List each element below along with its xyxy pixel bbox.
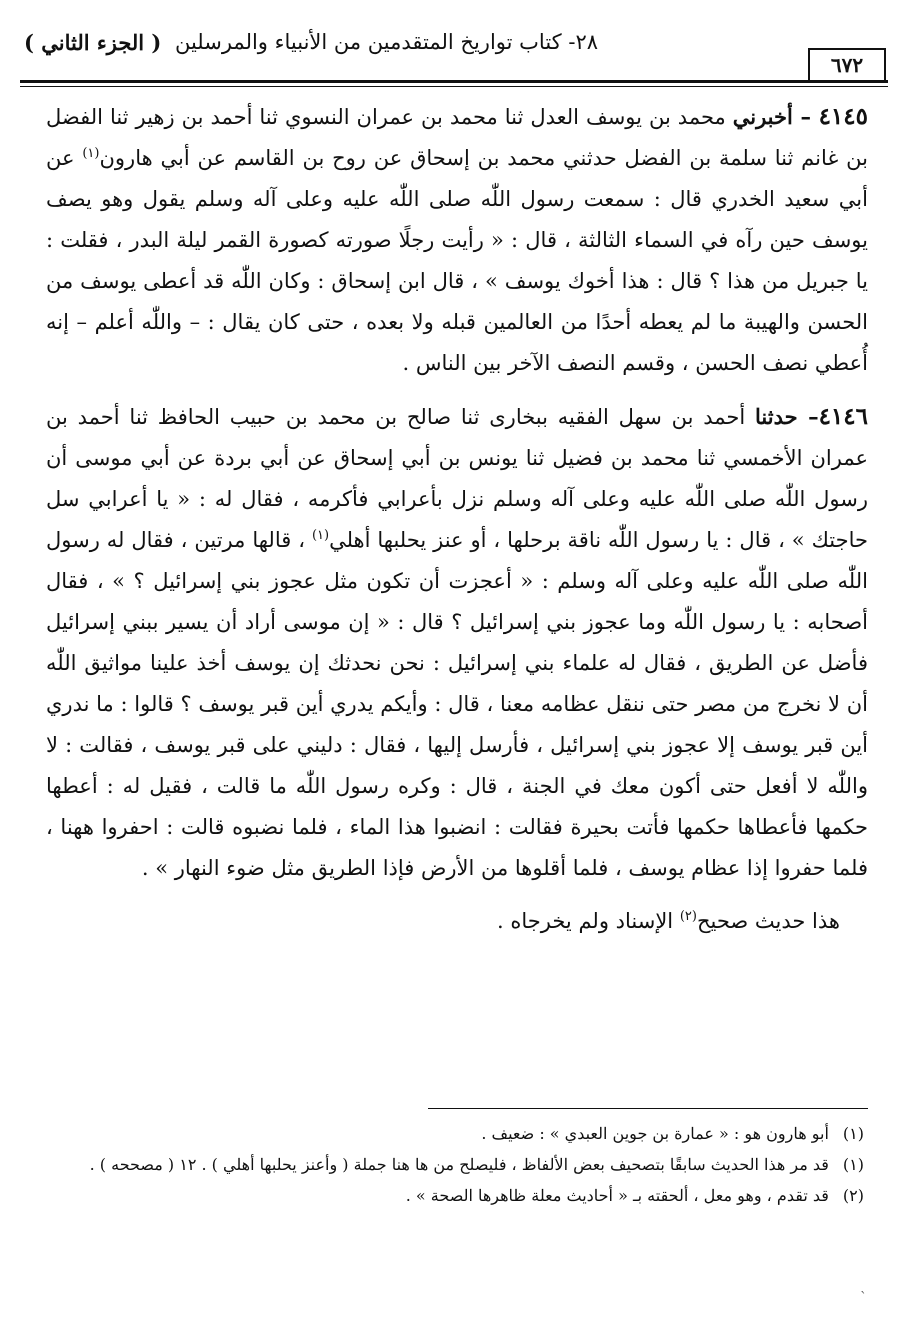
footnote-mark: (٢) bbox=[842, 1186, 864, 1205]
hadith-text: عن أبي سعيد الخدري قال : سمعت رسول اللّٰه صلى اللّٰه عليه وعلى آله وسلم يقول وهو يصف يوسف حين رآه في السماء الثالثة ، قال : « رأيت رجلًا صورته كصورة القمر ليلة البدر ، فقلت : يا جبريل من هذا ؟ قال : هذا أخوك يوسف » ، قال ابن إسحاق : وكان اللّٰه قد أعطى يوسف من الحسن والهيبة ما لم يعطه أحدًا من العالمين قبله ولا بعده ، حتى كان يقال : – واللّٰه أعلم – إنه أُعطي نصف الحسن ، وقسم النصف الآخر بين الناس . bbox=[46, 146, 868, 375]
footnote-text: قد تقدم ، وهو معل ، ألحقته بـ « أحاديث معلة ظاهرها الصحة » . bbox=[405, 1186, 829, 1205]
hadith-lead-word: أخبرني bbox=[732, 104, 793, 129]
hadith-text: ، قالها مرتين ، فقال له رسول اللّٰه صلى اللّٰه عليه وعلى آله وسلم : « أعجزت أن تكون مثل عجوز بني إسرائيل ؟ » ، فقال أصحابه : يا رسول اللّٰه وما عجوز بني إسرائيل ؟ قال : « إن موسى أراد أن يسير ببني إسرائيل فأضل عن الطريق ، فقال له علماء بني إسرائيل : نحن نحدثك إن يوسف أخذ علينا مواثيق اللّٰه أن لا نخرج من مصر حتى ننقل عظامه معنا ، قال : وأيكم يدري أين قبر يوسف ؟ قالوا : ما ندري أين قبر يوسف إلا عجوز بني إسرائيل ، فأرسل إليها ، فقال : دليني على قبر يوسف ، فقالت : لا واللّٰه لا أفعل حتى أكون معك في الجنة ، قال : وكره رسول اللّٰه ما قالت ، فقيل له : أعطها حكمها فأعطاها حكمها فأتت بحيرة فقالت : انضبوا هذا الماء ، فلما نضبوه قالت : احفروا ههنا ، فلما حفروا إذا عظام يوسف ، فلما أقلوها من الأرض فإذا الطريق مثل ضوء النهار » . bbox=[46, 528, 868, 880]
footnote-ref: (١) bbox=[311, 528, 330, 543]
book-title: ٢٨- كتاب تواريخ المتقدمين من الأنبياء والمرسلين bbox=[174, 30, 598, 54]
footnote-text: قد مر هذا الحديث سابقًا بتصحيف بعض الألفاظ ، فليصلح من ها هنا جملة ( وأعنز يحلبها أهلي ) . ١٢ ( مصححه ) . bbox=[89, 1155, 829, 1174]
footnote bbox=[46, 1180, 864, 1211]
page-number: ٦٧٢ bbox=[808, 48, 886, 80]
main-text bbox=[46, 96, 868, 942]
verdict-line bbox=[46, 901, 868, 942]
footnote-mark: (١) bbox=[842, 1155, 864, 1174]
scan-mark: ˋ bbox=[860, 1290, 867, 1306]
footnote-divider bbox=[428, 1108, 868, 1109]
footnote-mark: (١) bbox=[842, 1124, 864, 1143]
hadith-text: محمد بن يوسف العدل ثنا محمد بن عمران النسوي ثنا أحمد بن زهير ثنا الفضل بن غانم ثنا سلمة بن الفضل حدثني محمد بن إسحاق عن روح بن القاسم عن أبي هارون bbox=[46, 105, 868, 170]
hadith-paragraph bbox=[46, 96, 868, 384]
footnote bbox=[46, 1118, 864, 1149]
hadith-number: ٤١٤٥ bbox=[818, 103, 868, 130]
part-label: ( الجزء الثاني ) bbox=[24, 30, 162, 55]
verdict-text: الإسناد ولم يخرجاه . bbox=[497, 909, 680, 933]
footnote bbox=[46, 1149, 864, 1180]
page-header bbox=[20, 24, 888, 76]
hadith-paragraph bbox=[46, 396, 868, 889]
hadith-text: أحمد بن سهل الفقيه ببخارى ثنا صالح بن محمد بن حبيب الحافظ ثنا أحمد بن عمران الأخمسي ثنا محمد بن فضيل ثنا يونس بن أبي إسحاق عن أبي بردة عن أبي موسى أن رسول اللّٰه صلى اللّٰه عليه وعلى آله وسلم نزل بأعرابي فأكرمه ، فقال له : « يا أعرابي سل حاجتك » ، قال : يا رسول اللّٰه ناقة برحلها ، أو عنز يحلبها أهلي bbox=[46, 405, 868, 552]
header-rule-thick bbox=[20, 80, 888, 83]
hadith-dash: – bbox=[792, 104, 819, 129]
footnote-ref: (١) bbox=[82, 146, 100, 161]
hadith-dash: – bbox=[797, 404, 819, 429]
footnotes bbox=[46, 1118, 864, 1211]
footnote-text: أبو هارون هو : « عمارة بن جوين العبدي » : ضعيف . bbox=[481, 1124, 829, 1143]
verdict-text: هذا حديث صحيح bbox=[696, 909, 840, 933]
hadith-number: ٤١٤٦ bbox=[818, 403, 868, 430]
footnote-ref: (٢) bbox=[679, 909, 697, 924]
header-rule-thin bbox=[20, 86, 888, 87]
hadith-lead-word: حدثنا bbox=[755, 404, 798, 429]
